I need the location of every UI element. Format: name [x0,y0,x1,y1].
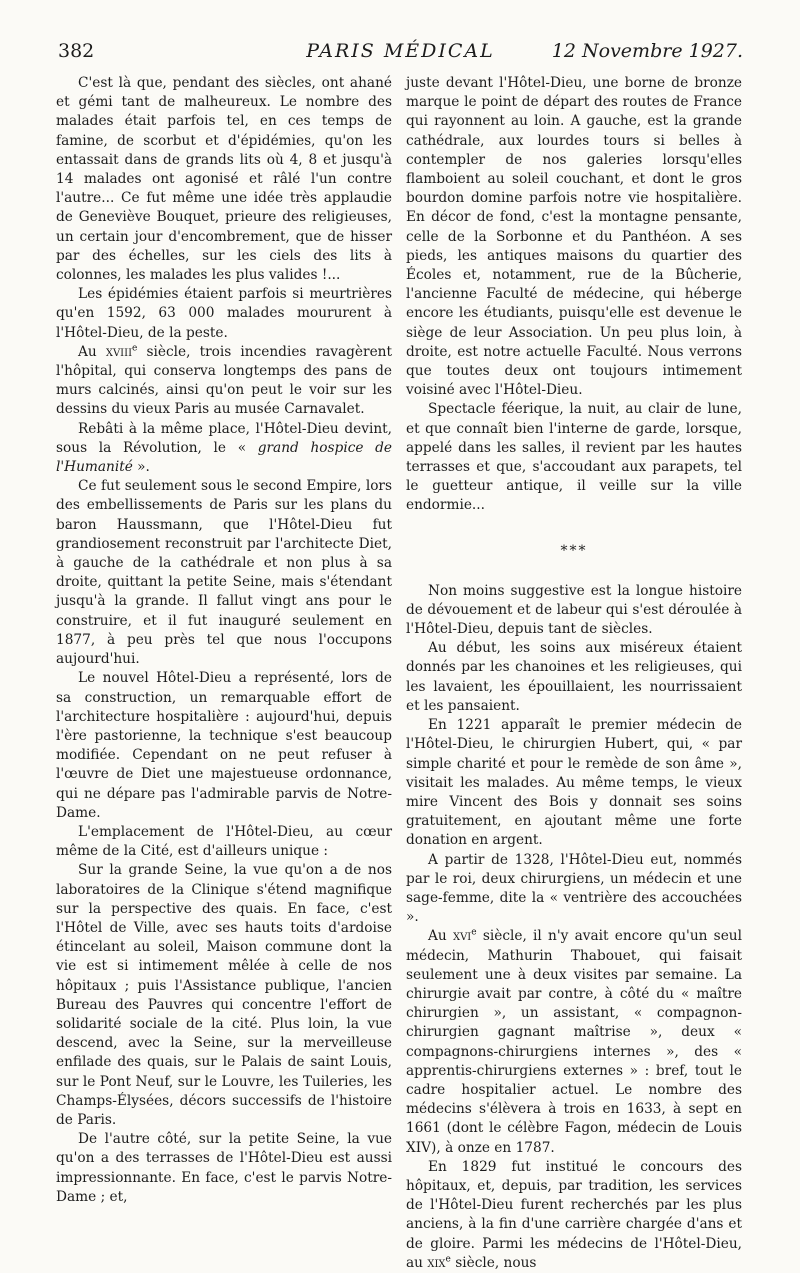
paragraph: A partir de 1328, l'Hôtel-Dieu eut, nommés par le roi, deux chirurgiens, un médecin et une sage-femme, dite la « ventrière des accouchées ». [406,851,742,926]
right-column [406,74,742,1273]
paragraph: De l'autre côté, sur la petite Seine, la vue qu'on a des terrasses de l'Hôtel-Dieu est aussi impressionnante. En face, c'est le parvis Notre-Dame ; et, [56,1131,392,1205]
paragraph: En 1221 apparaît le premier médecin de l'Hôtel-Dieu, le chirurgien Hubert, qui, « par simple charité et pour le remède de son âme », visitait les malades. Au même temps, le vieux mire Vincent des Bois y donnait ses soins gratuitement, en ajoutant même une forte donation en argent. [406,717,742,849]
paragraph: Au xvi$^e$ siècle, il n'y avait encore qu'un seul médecin, Mathurin Thabouet, qui faisait seulement une à deux visites par semaine. La chirurgie avait par contre, à côté du « maître chirurgien », un assistant, « compagnon-chirurgien gagnant maîtrise », deux « compagnons-chirurgiens internes », des « apprentis-chirurgiens externes » : bref, tout le cadre hospitalier actuel. Le nombre des médecins s'élèvera à trois en 1633, à sept en 1661 (dont le célèbre Fagon, médecin de Louis XIV), à onze en 1787. [406,927,743,1156]
section-separator: *** [560,542,588,559]
page-header [58,40,743,72]
paragraph: Le nouvel Hôtel-Dieu a représenté, lors de sa construction, un remarquable effort de l'architecture hospitalière : aujourd'hui, depuis l'ère pastorienne, la technique s'est beaucoup modifiée. Cependant on ne peut refuser à l'œuvre de Diet une majestueuse ordonnance, qui ne dépare pas l'admirable parvis de Notre-Dame. [56,670,392,821]
left-column [56,74,392,1207]
paragraph: Au début, les soins aux miséreux étaient donnés par les chanoines et les religieuses, qui les lavaient, les épouillaient, les nourrissaient et les pansaient. [406,640,742,714]
journal-title: PARIS MÉDICAL [306,40,495,62]
paragraph: Au xviii$^e$ siècle, trois incendies ravagèrent l'hôpital, qui conserva longtemps des pans de murs calcinés, ainsi qu'on peut le voir sur les dessins du vieux Paris au musée Carnavalet. [56,343,392,418]
paragraph: Rebâti à la même place, l'Hôtel-Dieu devint, sous la Révolution, le « grand hospice de l'Humanité ». [56,420,392,476]
paragraph: Sur la grande Seine, la vue qu'on a de nos laboratoires de la Clinique s'étend magnifique sur la perspective des quais. En face, c'est l'Hôtel de Ville, avec ses hauts toits d'ardoise étincelant au soleil, Maison commune dont la vie est si intimement mêlée à celle de nos hôpitaux ; puis l'Assistance publique, l'ancien Bureau des Pauvres qui concentre l'effort de solidarité sociale de la cité. Plus loin, la vue descend, avec la Seine, sur la merveilleuse enfilade des quais, sur le Palais de saint Louis, sur le Pont Neuf, sur le Louvre, les Tuileries, les Champs-Élysées, décors successifs de l'histoire de Paris. [56,862,392,1128]
paragraph: Les épidémies étaient parfois si meurtrières qu'en 1592, 63 000 malades moururent à l'Hôtel-Dieu, de la peste. [56,286,392,341]
paragraph-continued: juste devant l'Hôtel-Dieu, une borne de bronze marque le point de départ des routes de France qui rayonnent au loin. A gauche, est la grande cathédrale, aux lourdes tours si belles à contempler de nos galeries lorsqu'elles flamboient au soleil couchant, et dont le gros bourdon domine parfois notre vie hospitalière. En décor de fond, c'est la montagne pensante, celle de la Sorbonne et du Panthéon. A ses pieds, les antiques maisons du quartier des Écoles et, notamment, rue de la Bûcherie, l'ancienne Faculté de médecine, qui héberge encore les étudiants, puisqu'elle est devenue le siège de leur Association. Un peu plus loin, à droite, est notre actuelle Faculté. Nous verrons que toutes deux ont toujours intimement voisiné avec l'Hôtel-Dieu. [406,75,742,399]
paragraph: L'emplacement de l'Hôtel-Dieu, au cœur même de la Cité, est d'ailleurs unique : [56,823,392,860]
paragraph: En 1829 fut institué le concours des hôpitaux, et, depuis, par tradition, les services de l'Hôtel-Dieu furent recherchés par les plus anciens, à la fin d'une carrière chargée d'ans et de gloire. Parmi les médecins de l'Hôtel-Dieu, au xix$^e$ siècle, nous [406,1158,742,1271]
page-number: 382 [58,40,95,62]
paragraph: C'est là que, pendant des siècles, ont ahané et gémi tant de malheureux. Le nombre des malades était parfois tel, en ces temps de famine, de scorbut et d'épidémies, qu'on les entassait dans de grands lits où 4, 8 et jusqu'à 14 malades ont agonisé et râlé l'un contre l'autre... Ce fut même une idée très applaudie de Geneviève Bouquet, prieure des religieuses, un certain jour d'encombrement, que de hisser par des échelles, sur les ciels des lits à colonnes, les malades les plus valides !... [56,75,392,284]
paragraph: Spectacle féerique, la nuit, au clair de lune, et que connaît bien l'interne de garde, lorsque, appelé dans les salles, il revient par les hautes terrasses et que, s'accoudant aux parapets, tel le guetteur antique, il veille sur la ville endormie... [406,401,742,514]
issue-date: 12 Novembre 1927. [551,40,743,62]
paragraph: Ce fut seulement sous le second Empire, lors des embellissements de Paris sur les plans du baron Haussmann, que l'Hôtel-Dieu fut grandiosement reconstruit par l'architecte Diet, à gauche de la cathédrale et non plus à sa droite, quittant la petite Seine, mais s'étendant jusqu'à la grande. Il fallut vingt ans pour le construire, et il fut inauguré seulement en 1877, à peu près tel que nous l'occupons aujourd'hui. [56,478,392,668]
paragraph: Non moins suggestive est la longue histoire de dévouement et de labeur qui s'est déroulée à l'Hôtel-Dieu, depuis tant de siècles. [406,582,742,638]
